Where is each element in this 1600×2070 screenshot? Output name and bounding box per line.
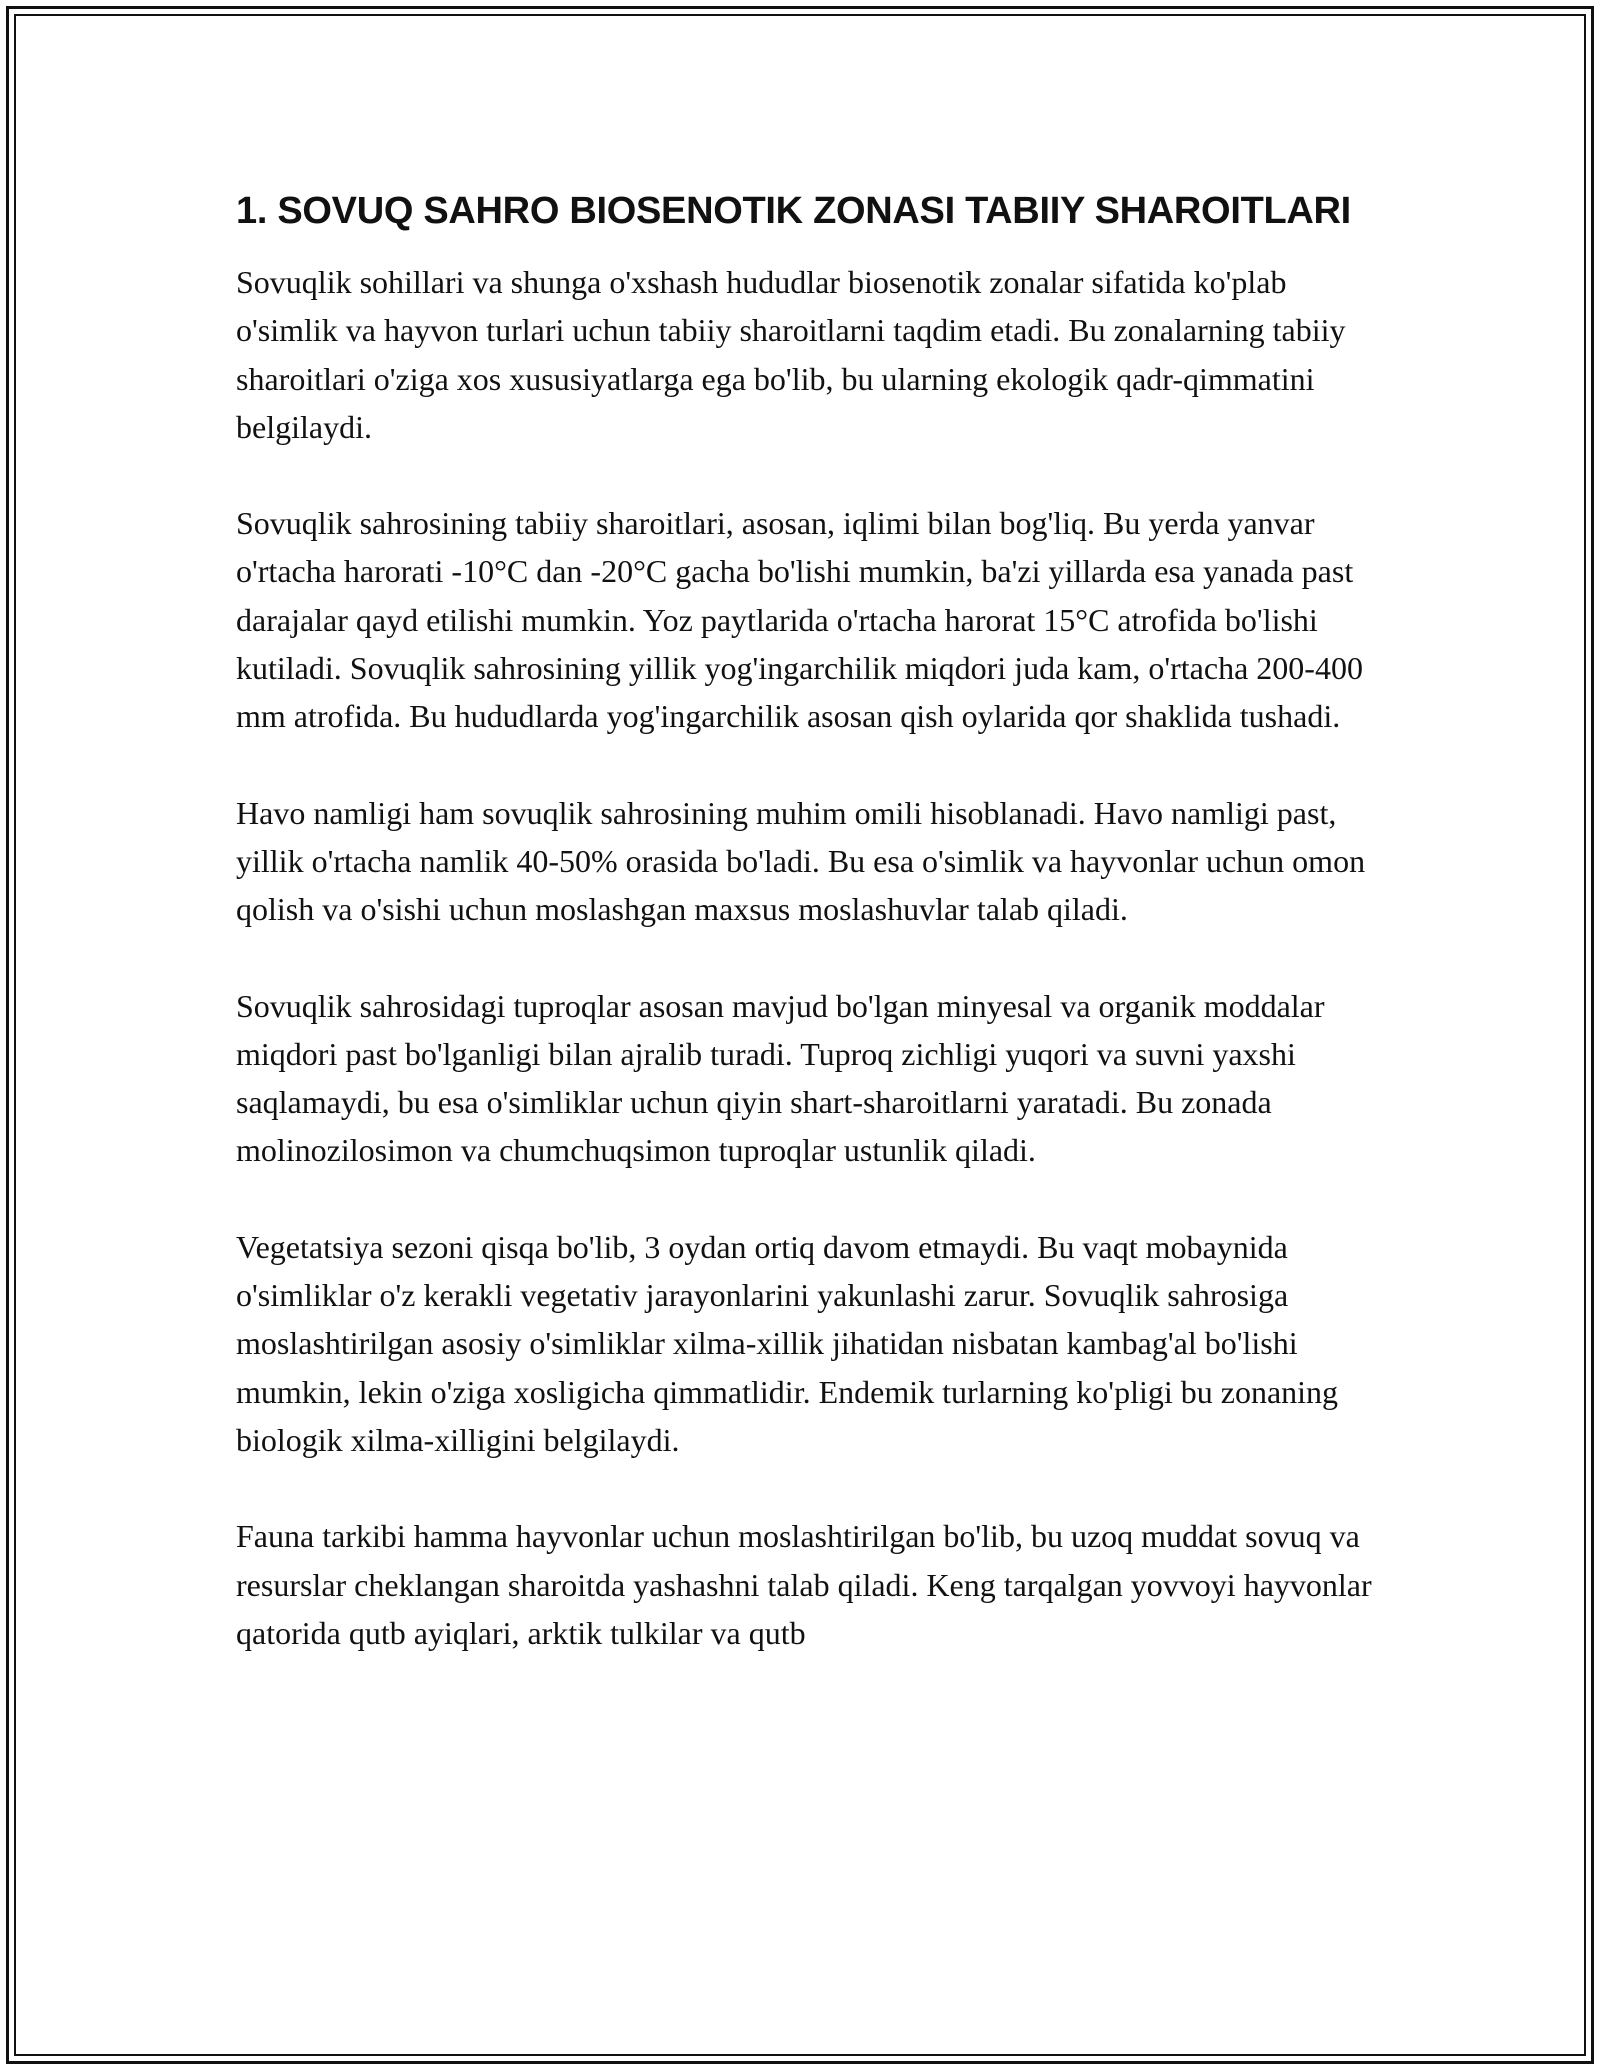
paragraph-vegetation: Vegetatsiya sezoni qisqa bo'lib, 3 oydan ortiq davom etmaydi. Bu vaqt mobaynida o'simliklar o'z kerakli vegetativ jarayonlarini yakunlashi zarur. Sovuqlik sahrosiga moslashtirilgan asosiy o'simliklar xilma-xillik jihatidan nisbatan kambag'al bo'lishi mumkin, lekin o'ziga xosligicha qimmatlidir. Endemik turlarning ko'pligi bu zonaning biologik xilma-xilligini belgilaydi.	[236, 1228, 1339, 1458]
paragraph-intro: Sovuqlik sohillari va shunga o'xshash hududlar biosenotik zonalar sifatida ko'plab o'simlik va hayvon turlari uchun tabiiy sharoitlarni taqdim etadi. Bu zonalarning tabiiy sharoitlari o'ziga xos xususiyatlarga ega bo'lib, bu ularning ekologik qadr-qimmatini belgilaydi.	[236, 264, 1346, 445]
document-page	[236, 182, 1376, 1705]
paragraph-humidity: Havo namligi ham sovuqlik sahrosining muhim omili hisoblanadi. Havo namligi past, yillik o'rtacha namlik 40-50% orasida bo'ladi. Bu esa o'simlik va hayvonlar uchun omon qolish va o'sishi uchun moslashgan maxsus moslashuvlar talab qiladi.	[236, 794, 1366, 928]
paragraph-climate: Sovuqlik sahrosining tabiiy sharoitlari, asosan, iqlimi bilan bog'liq. Bu yerda yanvar o'rtacha harorati -10°C dan -20°C gacha bo'lishi mumkin, ba'zi yillarda esa yanada past darajalar qayd etilishi mumkin. Yoz paytlarida o'rtacha harorat 15°C atrofida bo'lishi kutiladi. Sovuqlik sahrosining yillik yog'ingarchilik miqdori juda kam, o'rtacha 200-400 mm atrofida. Bu hududlarda yog'ingarchilik asosan qish oylarida qor shaklida tushadi.	[236, 505, 1363, 735]
paragraph-soils: Sovuqlik sahrosidagi tuproqlar asosan mavjud bo'lgan minyesal va organik moddalar miqdori past bo'lganligi bilan ajralib turadi. Tuproq zichligi yuqori va suvni yaxshi saqlamaydi, bu esa o'simliklar uchun qiyin shart-sharoitlarni yaratadi. Bu zonada molinozilosimon va chumchuqsimon tuproqlar ustunlik qiladi.	[236, 987, 1325, 1169]
paragraph-fauna: Fauna tarkibi hamma hayvonlar uchun moslashtirilgan bo'lib, bu uzoq muddat sovuq va resurslar cheklangan sharoitda yashashni talab qiladi. Keng tarqalgan yovvoyi hayvonlar qatorida qutb ayiqlari, arktik tulkilar va qutb	[236, 1518, 1372, 1651]
section-title: 1. SOVUQ SAHRO BIOSENOTIK ZONASI TABIIY SHAROITLARI	[236, 190, 1351, 232]
